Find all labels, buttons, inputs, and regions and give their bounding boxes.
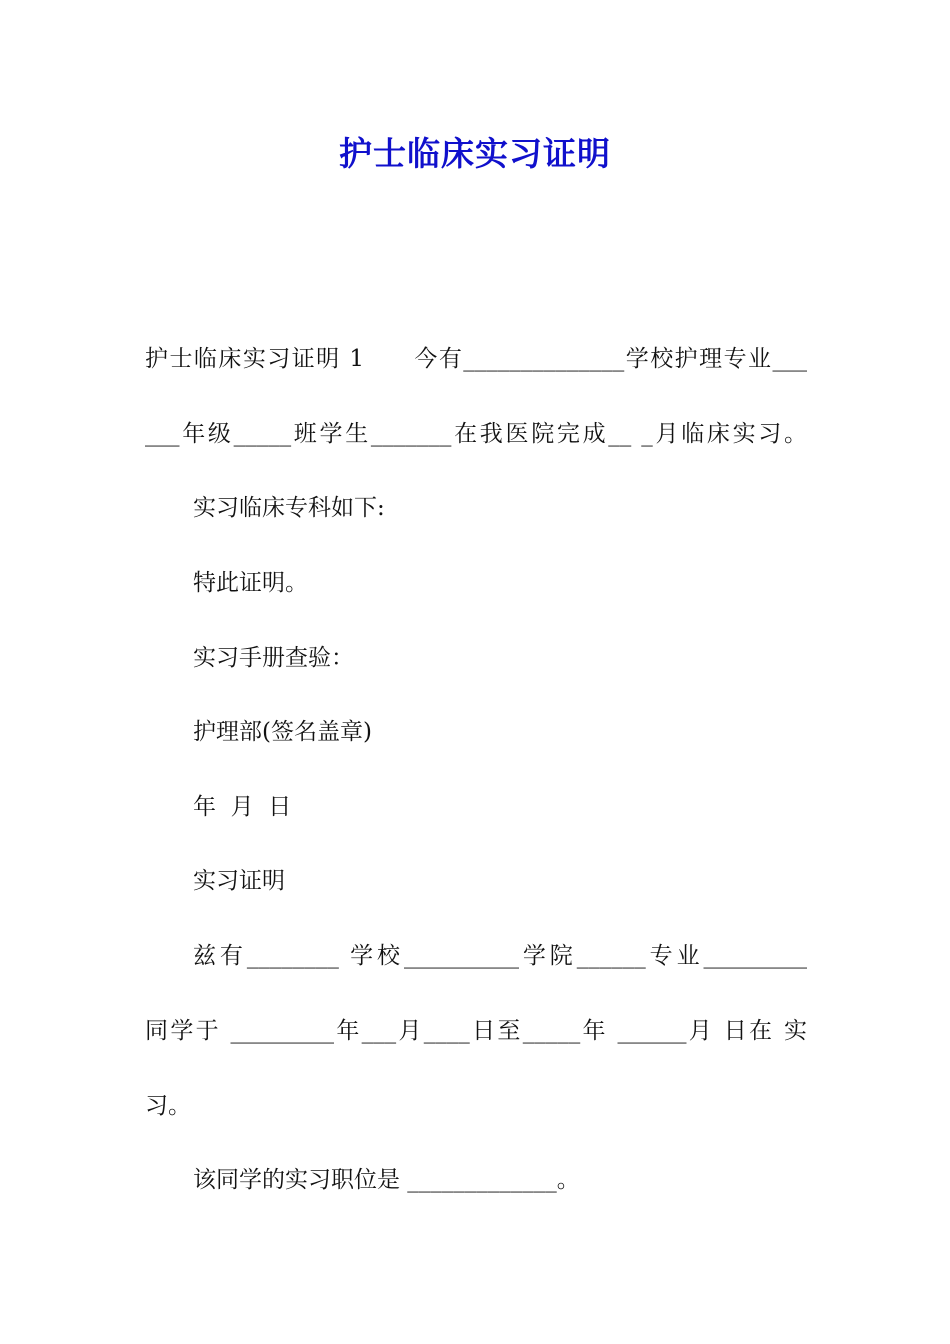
paragraph-certify: 特此证明。 (193, 570, 308, 596)
paragraph-date: 年 月 日 (193, 794, 292, 820)
paragraph-handbook-check: 实习手册查验： (193, 645, 354, 671)
paragraph-line-2: ___年级_____班学生_______在我医院完成__ _月临床实习。 (145, 421, 807, 447)
paragraph-student-info: 兹有________ 学校__________学院______专业_________ (193, 943, 807, 969)
paragraph-internship-period: 同学于 _________年___月____日至_____年 ______月 日在 实 (145, 1018, 807, 1044)
paragraph-specialties: 实习临床专科如下: (193, 495, 385, 521)
paragraph-position: 该同学的实习职位是 _____________。 (193, 1167, 580, 1193)
paragraph-internship-certificate: 实习证明 (193, 868, 285, 894)
paragraph-nursing-dept-signature: 护理部(签名盖章) (193, 719, 372, 745)
document-title: 护士临床实习证明 (339, 134, 611, 173)
paragraph-internship-end: 习。 (145, 1093, 191, 1119)
paragraph-line-1: 护士临床实习证明 1 今有______________学校护理专业___ (145, 346, 807, 372)
